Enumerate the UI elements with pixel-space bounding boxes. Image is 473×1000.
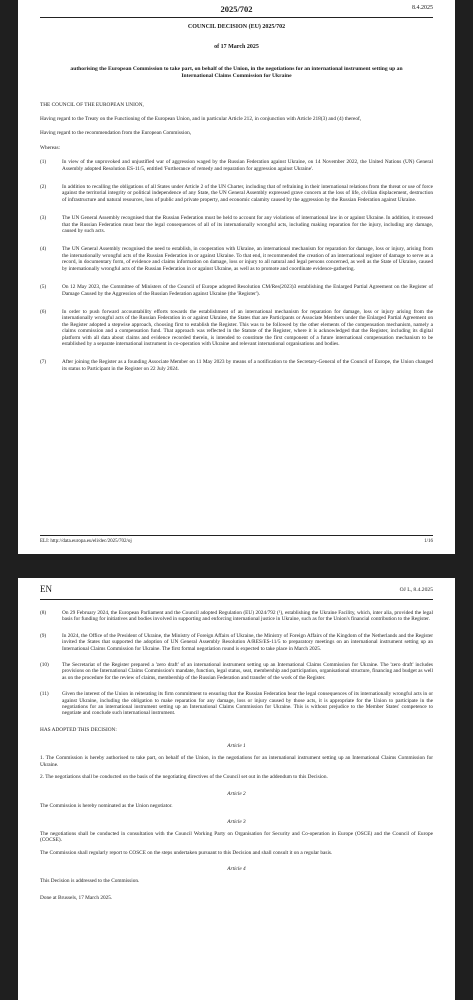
- page-number: 1/16: [424, 539, 433, 544]
- language-code: EN: [40, 584, 52, 594]
- whereas: Whereas:: [40, 144, 60, 151]
- recital-text: In 2024, the Office of the President of Ukraine, the Ministry of Foreign Affairs of Ukraine, the Ministry of Foreign Affairs of the Kingdom of the Netherlands and the Register invited the States that supported the adoption of UN General Assembly Resolution A/RES/ES-11/5 to preparatory meetings on an international instrument setting up an International Claims Commission for Ukraine. The first formal negotiation round is expected to take place in March 2025.: [62, 632, 433, 652]
- recital-number: (6): [40, 308, 47, 315]
- recital-number: (11): [40, 691, 49, 698]
- recital-number: (8): [40, 610, 47, 616]
- decision-date: of 17 March 2025: [214, 44, 259, 50]
- having-regard-treaty: Having regard to the Treaty on the Functioning of the European Union, and in particular Article 212, in conjunction with Article 218(3) and (4) thereof,: [40, 116, 362, 122]
- having-regard-recommendation: Having regard to the recommendation from the European Commission,: [40, 130, 192, 137]
- page-header: [40, 0, 433, 18]
- article-heading: Article 4: [227, 866, 246, 873]
- decision-subject: authorising the European Commission to take part, on behalf of the Union, in the negotiations for an international instrument setting up an International Claims Commission for Ukraine: [70, 66, 403, 79]
- eli-link[interactable]: ELI: http://data.europa.eu/eli/dec/2025/702/oj: [40, 539, 132, 544]
- recital-text: On 29 February 2024, the European Parliament and the Council adopted Regulation (EU) 2024/792 (¹), establishing the Ukraine Facility, which, inter alia, provided the legal basis for funding for initiatives and bodies involved in supporting and enforcing international justice in Ukraine, such as for the Union's financial contribution to the Register.: [62, 610, 433, 623]
- recital: [40, 284, 433, 297]
- article-paragraph: 2. The negotiations shall be conducted on the basis of the negotiating directives of the Council set out in the addendum to this Decision.: [40, 774, 328, 781]
- recital-text: The UN General Assembly recognised the need to establish, in cooperation with Ukraine, an international mechanism for reparation for damage, loss or injury, arising from the internationally wrongful acts of the Russian Federation in or against Ukraine. To that end, it recommended the creation of an international register of damage to serve as a record, in documentary form, of evidence and claims information on damage, loss or injury to all natural and legal persons concerned, as well as the State of Ukraine, caused by internationally wrongful acts of the Russian Federation in or against Ukraine, as well as to promote and coordinate evidence-gathering.: [62, 246, 433, 272]
- article-paragraph: The negotiations shall be conducted in consultation with the Council Working Party on Organisation for Security and Co-operation in Europe (OSCE) and the Council of Europe (COCSE).: [40, 830, 433, 844]
- article-heading: Article 3: [227, 818, 246, 825]
- article-heading: Article 1: [227, 743, 246, 750]
- article-paragraph: The Commission is hereby nominated as the Union negotiator.: [40, 802, 173, 809]
- recital: [40, 610, 433, 623]
- document-page-2: [18, 578, 455, 1000]
- recital-number: (4): [40, 246, 47, 253]
- recital-text: In view of the unprovoked and unjustified war of aggression waged by the Russian Federation against Ukraine, on 14 November 2022, the United Nations (UN) General Assembly adopted Resolution ES-11/5, entitled 'Furtherance of remedy and reparation for aggression against Ukraine'.: [62, 159, 433, 172]
- adopted-statement: HAS ADOPTED THIS DECISION:: [40, 726, 117, 733]
- document-page-1: [18, 0, 455, 554]
- recital: [40, 691, 433, 717]
- recital: [40, 633, 433, 652]
- footer-divider: [40, 535, 433, 536]
- recital-number: (3): [40, 215, 47, 222]
- recital-text: In order to push forward accountability efforts towards the establishment of an international mechanism for reparation for damage, loss or injury arising from the internationally wrongful acts of the Russian Federation in or against Ukraine, the States that are Participants or Associate Members under the Enlarged Partial Agreement on the Register adopted a stepwise approach, choosing first to establish the Register. This was to be followed by the other elements of the compensation mechanism, namely a claims commission and a compensation fund. That approach was reflected in the Statute of the Register, where it is acknowledged that the Register, including its digital platform with all data about claims and evidence recorded therein, is intended to constitute the first component of a future international compensation mechanism to be established by a separate international instrument in co-operation with Ukraine and relevant international organisations and bodies.: [62, 308, 433, 347]
- decision-title: COUNCIL DECISION (EU) 2025/702: [187, 24, 286, 30]
- recital-number: (2): [40, 184, 47, 191]
- recital-text: The Secretariat of the Register prepared a 'zero draft' of an international instrument setting up an International Claims Commission for Ukraine. The 'zero draft' includes provisions on the International Claims Commission's mandate, function, legal status, seat, membership and participation, organisational structure, financing and budget as well as on the procedure for the review of claims, membership of the Russian Federation and transfer of the work of the Register.: [62, 662, 433, 681]
- recital-text: On 12 May 2023, the Committee of Ministers of the Council of Europe adopted Resolution CM/Res(2023)3 establishing the Enlarged Partial Agreement on the Register of Damage Caused by the Aggression of the Russian Federation against Ukraine (the 'Register').: [62, 284, 433, 297]
- document-number: 2025/702: [220, 4, 253, 14]
- article-paragraph: 1. The Commission is hereby authorised to take part, on behalf of the Union, in the negotiations for an international instrument setting up an International Claims Commission for Ukraine.: [40, 755, 433, 768]
- recital: [40, 159, 433, 172]
- done-at: Done at Brussels, 17 March 2025.: [40, 894, 113, 901]
- recital: [40, 662, 433, 681]
- recital-text: In addition to recalling the obligations of all States under Article 2 of the UN Charter, including that of refraining in their international relations from the threat or use of force against the territorial integrity or political independence of any State, the UN General Assembly expressed grave concern at the loss of life, civilian displacement, destruction of infrastructure and natural resources, loss of public and private property, and economic calamity caused by the aggression by the Russian Federation against Ukraine.: [62, 184, 433, 203]
- recital: [40, 309, 433, 347]
- recital-number: (7): [40, 359, 47, 366]
- header-divider: [40, 17, 433, 18]
- publication-date: 8.4.2025: [412, 5, 433, 11]
- article-heading: Article 2: [227, 790, 246, 797]
- page-header: [40, 578, 433, 600]
- recital-number: (5): [40, 284, 47, 291]
- recital: [40, 215, 433, 234]
- recital-number: (1): [40, 159, 47, 166]
- recital: [40, 184, 433, 203]
- recital-number: (10): [40, 662, 49, 669]
- recital-text: Given the interest of the Union in reiterating its firm commitment to ensuring that the Russian Federation bear the legal consequences of its internationally wrongful acts in or against Ukraine, including the obligation to make reparation for any damage, loss or injury caused by those acts, it is appropriate for the Union to participate in the negotiations for an international instrument setting up an International Claims Commission for Ukraine. This is without prejudice to the Member States' competence to negotiate and conclude such international instrument.: [62, 691, 433, 717]
- council-heading: THE COUNCIL OF THE EUROPEAN UNION,: [40, 101, 144, 108]
- article-paragraph: This Decision is addressed to the Commission.: [40, 878, 140, 885]
- official-journal-ref: OJ L, 8.4.2025: [399, 587, 433, 593]
- recital: [40, 246, 433, 272]
- header-divider: [40, 599, 433, 600]
- recital: [40, 359, 433, 372]
- recital-number: (9): [40, 632, 47, 639]
- recital-text: After joining the Register as a founding Associate Member on 11 May 2023 by means of a notification to the Secretary-General of the Council of Europe, the Union changed its status to Participant in the Register on 22 July 2024.: [62, 359, 433, 372]
- recital-text: The UN General Assembly recognised that the Russian Federation must be held to account for any violations of international law in or against Ukraine. In addition, it stressed that the Russian Federation must bear the legal consequences of all of its internationally wrongful acts, including making reparation for the injury, including any damage, caused by such acts.: [62, 215, 433, 235]
- article-paragraph: The Commission shall regularly report to COSCE on the steps undertaken pursuant to this Decision and shall consult it on a regular basis.: [40, 849, 333, 856]
